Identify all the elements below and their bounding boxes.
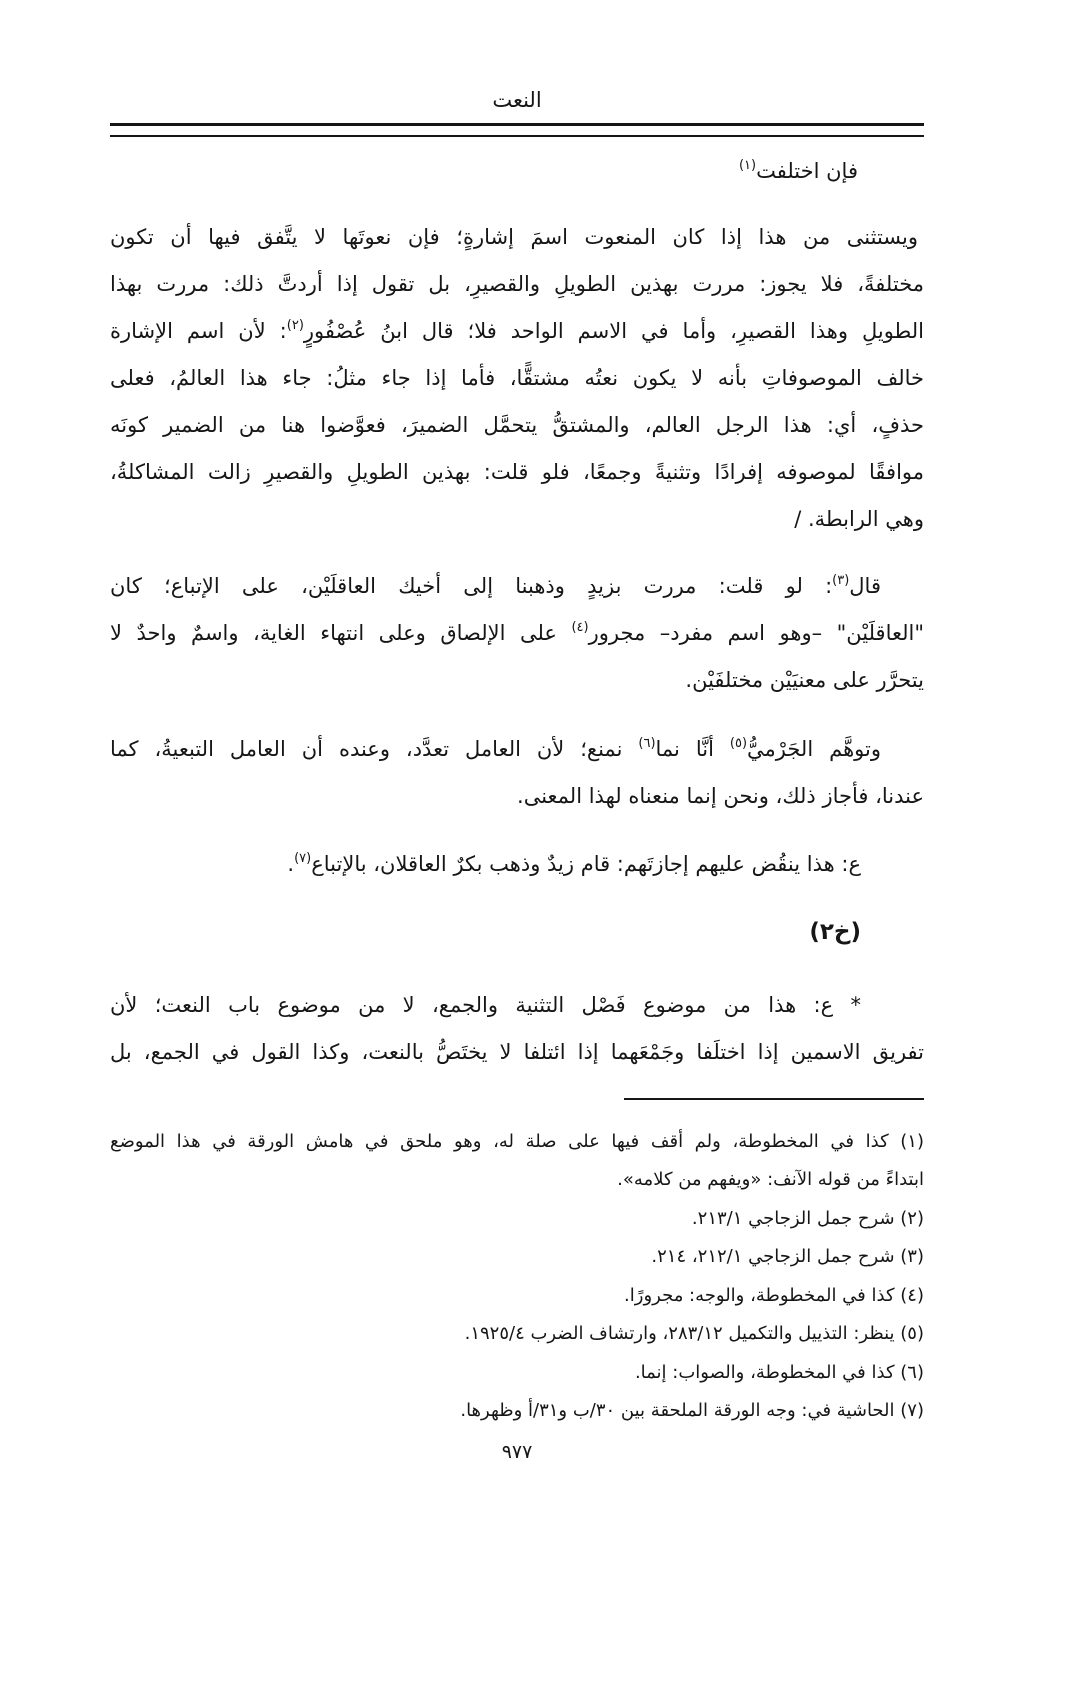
text-segment: الطويلِ وهذا القصيرِ، وأما في الاسم الواحد فلا؛ قال ابنُ عُصْفُورٍ: [303, 319, 924, 343]
text-segment: : لو قلت: مررت بزيدٍ وذهبنا إلى أخيك العاقلَيْن، على الإتباع؛ كان: [110, 574, 833, 598]
text-line: [110, 1200, 924, 1239]
text-line: ويستثنى من هذا إذا كان المنعوت اسمَ إشارةٍ؛ فإن نعوتَها لا يتَّفق فيها أن تكون: [110, 225, 918, 249]
text-segment: على الإلصاق وعلى انتهاء الغاية، واسمٌ واحدٌ لا: [110, 621, 572, 645]
footnote-number: (٥): [900, 1323, 924, 1344]
text-line: [110, 841, 924, 888]
footnote-text: شرح جمل الزجاجي ٢١٢/١، ٢١٤.: [651, 1246, 895, 1267]
text-segment: أنَّا نما: [655, 737, 730, 761]
text-line: وهي الرابطة. /: [794, 507, 924, 531]
footnote: [110, 1200, 924, 1239]
footnote-number: (٢): [900, 1207, 924, 1229]
footnote-reference: (٧): [294, 851, 312, 866]
header-rule-thin: [110, 135, 924, 137]
footnote-number: (٤): [900, 1284, 924, 1306]
text-line: [110, 1123, 924, 1162]
footnote-reference: (٣): [832, 573, 850, 588]
text-line: [110, 726, 924, 773]
paragraph: [110, 726, 924, 820]
text-segment: نمنع؛ لأن العامل تعدَّد، وعنده أن العامل التبعيةُ، كما: [110, 737, 639, 761]
text-segment: : لأن اسم الإشارة: [110, 319, 287, 343]
footnote: [110, 1354, 924, 1393]
paragraph: [110, 214, 924, 543]
text-line: [110, 1392, 924, 1431]
text-segment: .: [287, 852, 295, 876]
paragraph: [110, 982, 924, 1076]
text-line: * ع: هذا من موضوع فَصْل التثنية والجمع، لا من موضوع باب النعت؛ لأن: [110, 993, 861, 1017]
paragraph: [110, 841, 924, 888]
footnote: [110, 1315, 924, 1354]
footnote-number: (٣): [900, 1246, 924, 1267]
text-line: ابتداءً من قوله الآنف: «ويفهم من كلامه».: [617, 1169, 924, 1190]
text-column: [110, 148, 924, 1467]
footnote-reference: (١): [738, 158, 757, 173]
text-line: [110, 1315, 924, 1354]
text-line: [110, 1354, 924, 1393]
text-line: [110, 610, 924, 657]
footnote: [110, 1123, 924, 1200]
text-line: حذفٍ، أي: هذا الرجل العالم، والمشتقُّ يتحمَّل الضميرَ، فعوَّضوا هنا من الضمير كونَه: [110, 413, 924, 437]
text-line: [110, 1238, 924, 1277]
footnote-text: كذا في المخطوطة، والصواب: إنما.: [634, 1361, 895, 1383]
page-number: ٩٧٧: [501, 1440, 533, 1463]
footnote-number: (٦): [900, 1361, 924, 1383]
footnote-reference: (٢): [286, 318, 304, 333]
footnote-reference: (٥): [729, 736, 748, 751]
text-line: [110, 308, 924, 355]
text-line: [110, 148, 924, 195]
text-line: تفريق الاسمين إذا اختلَفا وجَمْعَهما إذا ائتلفا لا يختَصُّ بالنعت، وكذا القول في الجمع، بل: [110, 1040, 924, 1064]
footnote-reference: (٦): [638, 736, 656, 751]
footnote: [110, 1238, 924, 1277]
text-line: عندنا، فأجاز ذلك، ونحن إنما منعناه لهذا المعنى.: [517, 784, 924, 808]
text-segment: قال: [849, 574, 881, 598]
footnote-number: (١): [900, 1130, 924, 1152]
footnote-text: كذا في المخطوطة، والوجه: مجرورًا.: [624, 1284, 895, 1306]
text-segment: فإن اختلفت: [756, 159, 858, 183]
header-rule-thick: [110, 123, 924, 126]
footnote-text: ينظر: التذييل والتكميل ٢٨٣/١٢، وارتشاف الضرب ١٩٢٥/٤.: [464, 1323, 895, 1344]
footnote-text: كذا في المخطوطة، ولم أقف فيها على صلة له، وهو ملحق في هامش الورقة في هذا الموضع: [110, 1130, 889, 1152]
text-line: [110, 563, 924, 610]
footnote-separator: [624, 1098, 924, 1100]
paragraph: [110, 563, 924, 704]
footnote-reference: (٤): [571, 620, 589, 635]
text-segment: وتوهَّم الجَرْميُّ: [747, 737, 881, 761]
running-title: النعت: [492, 88, 542, 112]
text-line: خالف الموصوفاتِ بأنه لا يكون نعتُه مشتقًّا، فأما إذا جاء مثلُ: جاء هذا العالمُ، فعلى: [110, 366, 924, 390]
text-line: [110, 1277, 924, 1316]
paragraph: [110, 148, 924, 195]
text-line: يتحرَّر على معنيَيْن مختلفَيْن.: [685, 668, 924, 692]
footnote-text: شرح جمل الزجاجي ٢١٣/١.: [691, 1207, 895, 1229]
text-segment: "العاقلَيْن" –وهو اسم مفرد– مجرور: [588, 621, 924, 645]
text-line: موافقًا لموصوفه إفرادًا وتثنيةً وجمعًا، فلو قلت: بهذين الطويلِ والقصيرِ زالت المشاكلةُ،: [110, 460, 924, 484]
footnote: [110, 1277, 924, 1316]
text-segment: ع: هذا ينقُض عليهم إجازتَهم: قام زيدٌ وذهب بكرٌ العاقلان، بالإتباع: [311, 852, 861, 876]
footnote: [110, 1392, 924, 1431]
footnote-number: (٧): [900, 1400, 924, 1421]
manuscript-marker: (خ٢): [809, 919, 861, 945]
text-line: مختلفةً، فلا يجوز: مررت بهذين الطويلِ والقصيرِ، بل تقول إذا أردتَّ ذلك: مررت بهذا: [110, 272, 924, 296]
footnotes: [110, 1123, 924, 1431]
footnote-text: الحاشية في: وجه الورقة الملحقة بين ٣٠/ب و٣١/أ وظهرها.: [460, 1400, 895, 1421]
